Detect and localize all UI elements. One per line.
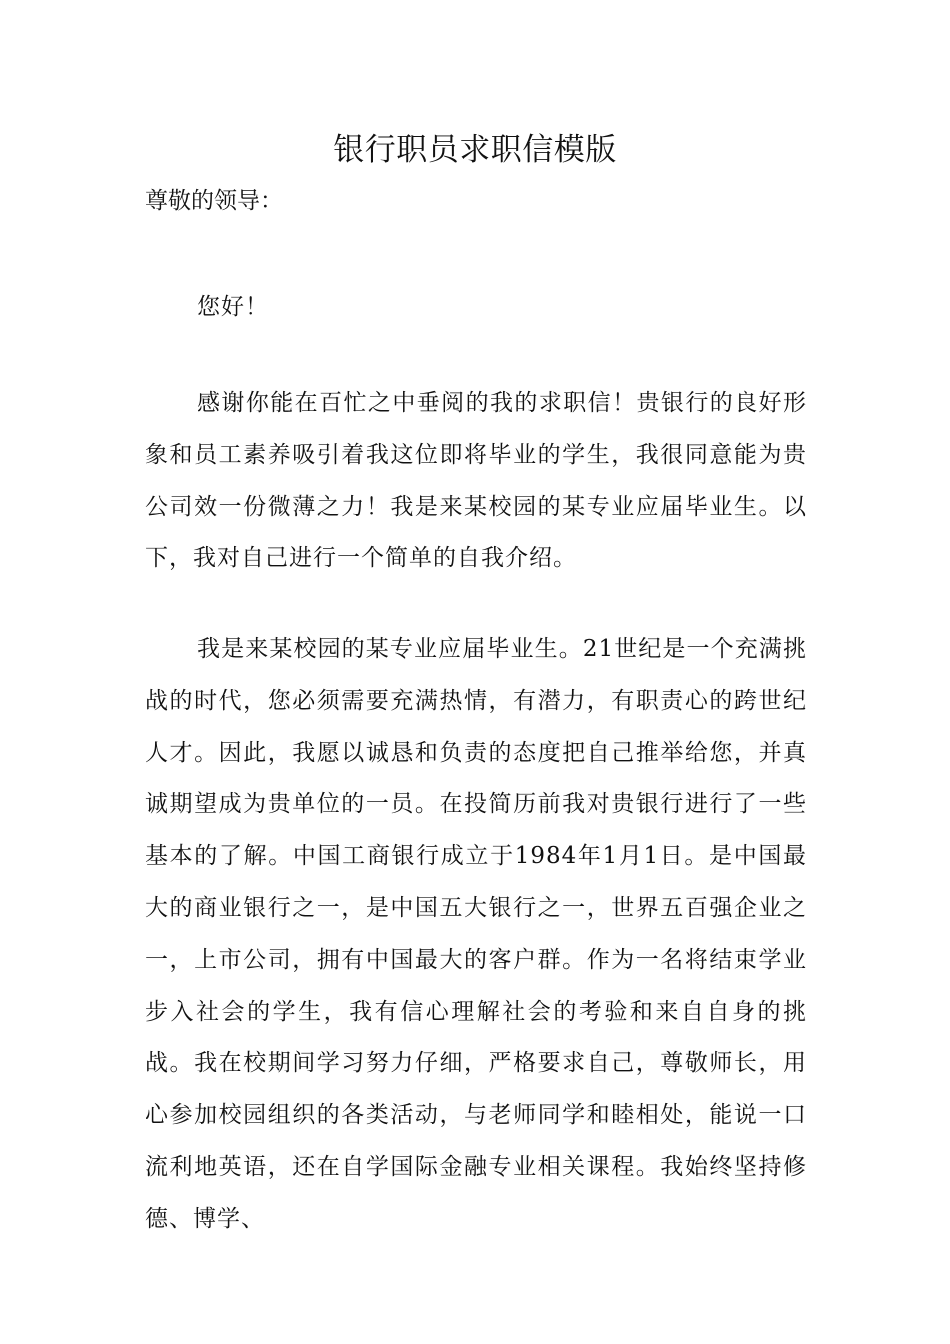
- greeting: 您好！: [197, 294, 269, 320]
- paragraph-self-introduction: 我是来某校园的某专业应届毕业生。21世纪是一个充满挑战的时代，您必须需要充满热情，有潜力，有职责心的跨世纪人才。因此，我愿以诚恳和负责的态度把自己推举给您，并真诚期望成为贵单位的一员。在投简历前我对贵银行进行了一些基本的了解。中国工商银行成立于1984年1月1日。是中国最大的商业银行之一，是中国五大银行之一，世界五百强企业之一，上市公司，拥有中国最大的客户群。作为一名将结束学业步入社会的学生，我有信心理解社会的考验和来自自身的挑战。我在校期间学习努力仔细，严格要求自己，尊敬师长，用心参加校园组织的各类活动，与老师同学和睦相处，能说一口流利地英语，还在自学国际金融专业相关课程。我始终坚持修德、博学、: [145, 636, 807, 1232]
- document-title: 银行职员求职信模版: [333, 132, 617, 168]
- salutation: 尊敬的领导：: [145, 188, 283, 214]
- paragraph-intro: 感谢你能在百忙之中垂阅的我的求职信！贵银行的良好形象和员工素养吸引着我这位即将毕业的学生，我很同意能为贵公司效一份微薄之力！我是来某校园的某专业应届毕业生。以下，我对自己进行一个简单的自我介绍。: [145, 390, 807, 572]
